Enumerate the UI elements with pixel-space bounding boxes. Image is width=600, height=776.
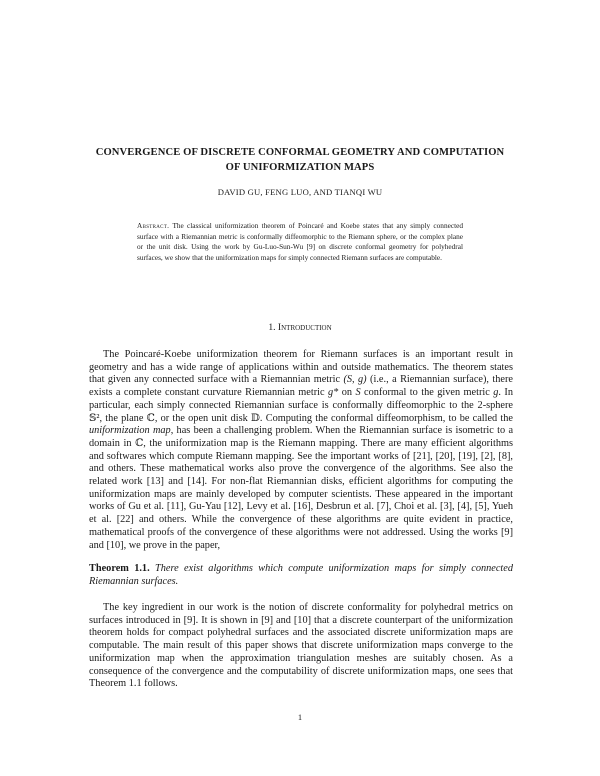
abstract-text: The classical uniformization theorem of Poincaré and Koebe states that any simply connected surface with a Riemannian metric is conformally diffeomorphic to the Riemann sphere, or the complex plane or the unit disk. Using the work by Gu-Luo-Sun-Wu [9] on discrete conformal geometry for polyhedral surfaces, we show that the uniformization maps for simply connected Riemann surfaces are computable. — [137, 221, 463, 262]
intro-text-9: , has been a challenging problem. When the Riemannian surface is isometric to a domain in — [89, 425, 514, 449]
math-surface-metric: (S, g) — [343, 374, 367, 386]
title-line-2: OF UNIFORMIZATION MAPS — [225, 161, 375, 173]
intro-text-5: . In particular, each simply connected Riemannian surface is conformally diffeomorphic to the 2-sphere — [89, 387, 513, 411]
key-ingredient-paragraph: The key ingredient in our work is the notion of discrete conformality for polyhedral metrics on surfaces introduced in [9]. It is shown in [9] and [10] that a discrete counterpart of the uniformization theorem holds for compact polyhedral surfaces and the associated discrete uniformization maps are computable. The main result of this paper shows that discrete uniformization maps converge to the uniformization map when the approximation triangulation meshes are suitably chosen. As a consequence of the convergence and the computability of discrete uniformization maps, one sees that Theorem 1.1 follows. — [89, 602, 513, 690]
title-line-1: CONVERGENCE OF DISCRETE CONFORMAL GEOMETRY AND COMPUTATION — [95, 147, 505, 158]
paper-title — [80, 146, 520, 175]
abstract — [137, 221, 463, 263]
intro-text-6: , the plane — [99, 412, 147, 424]
intro-text-7: , or the open unit disk — [154, 412, 251, 424]
intro-text-10: , the uniformization map is the Riemann mapping. There are many efficient algorithms and softwares which compute Riemann mapping. See the important works of [21], [20], [19], [2], [8], and others. These mathematical works also prove the convergence of the algorithms. See also the related work [13] and [14]. For non-flat Riemannian disks, efficient algorithms for computing the uniformization maps are mainly developed by computer scientists. These appeared in the important works of Gu et al. [11], Gu-Yau [12], Levy et al. [16], Desbrun et al. [7], Choi et al. [3], [4], [5], Yueh et al. [22] and others. While the convergence of these algorithms are quite evident in practice, mathematical proofs of the convergence of these algorithms were not addressed. Using the works [9] and [10], we prove in the paper, — [89, 437, 513, 551]
abstract-label: Abstract. — [137, 221, 170, 230]
section-heading — [100, 322, 500, 333]
math-surface: S — [355, 387, 361, 399]
math-plane: ℂ — [146, 412, 155, 424]
intro-text-4: conformal to the given metric — [360, 387, 494, 399]
math-disk: 𝔻 — [250, 412, 260, 424]
math-sphere: 𝕊² — [89, 412, 100, 424]
intro-text-8: . Computing the conformal diffeomorphism, to be called the — [259, 412, 513, 424]
intro-paragraph — [89, 349, 513, 552]
intro-text-1: The Poincaré-Koebe uniformization theorem for Riemann surfaces is an important result in geometry and has a wide range of applications within and outside mathematics. The theorem states that given any connected surface with a Riemannian metric — [89, 349, 513, 386]
intro-text-3: on — [338, 387, 356, 399]
theorem-label: Theorem 1.1. — [89, 563, 150, 574]
theorem-block — [89, 563, 513, 588]
intro-text-2: (i.e., a Riemannian surface), there exists a complete constant curvature Riemannian metric — [89, 374, 513, 399]
author-list: DAVID GU, FENG LUO, AND TIANQI WU — [217, 187, 383, 197]
math-metric: g — [493, 387, 499, 399]
theorem-text: There exist algorithms which compute uniformization maps for simply connected Riemannian surfaces. — [89, 563, 513, 587]
math-complex-plane: ℂ — [135, 437, 144, 449]
section-number: 1. — [268, 322, 276, 333]
page-number: 1 — [297, 712, 303, 722]
math-metric-star: g* — [328, 387, 339, 399]
emphasis-uniformization-map: uniformization map — [89, 425, 171, 437]
section-title: Introduction — [277, 322, 332, 333]
